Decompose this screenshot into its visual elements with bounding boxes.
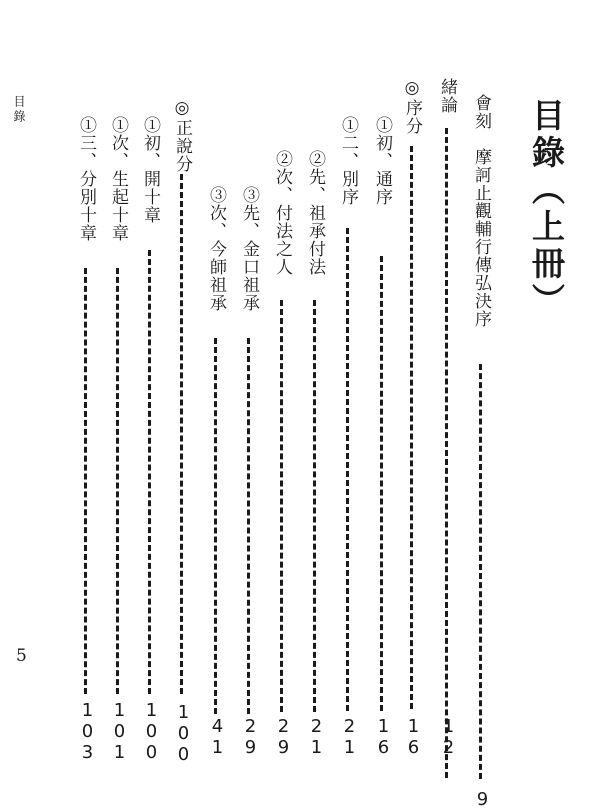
toc-entry-page: 12	[438, 716, 459, 758]
toc-entry[interactable]	[400, 78, 424, 800]
toc-entry[interactable]	[303, 150, 327, 800]
toc-entry-label: ①次、生起十章	[108, 116, 128, 242]
toc-entry-page: 29	[273, 716, 294, 758]
toc-entry[interactable]	[370, 116, 394, 800]
page-title: 目錄（上冊）	[527, 98, 566, 320]
toc-entry[interactable]	[170, 98, 194, 800]
leader-dots	[180, 174, 183, 694]
toc-entry-label: ◎正說分	[172, 98, 192, 173]
toc-entry-page: 101	[109, 700, 130, 763]
toc-entry-page: 9	[472, 789, 493, 810]
toc-entry-label: ①初、通序	[372, 116, 392, 206]
toc-entry[interactable]	[270, 150, 294, 800]
leader-dots	[445, 128, 448, 778]
toc-entry[interactable]	[74, 116, 98, 800]
leader-dots	[346, 228, 349, 711]
toc-entry-page: 100	[141, 700, 162, 763]
toc-entry-page: 100	[173, 702, 194, 765]
toc-entry-page: 16	[373, 716, 394, 758]
leader-dots	[116, 268, 119, 694]
toc-entry-page: 21	[306, 716, 327, 758]
toc-entry-page: 29	[240, 716, 261, 758]
toc-entry-label: ①二、別序	[338, 116, 358, 206]
toc-entry-label: ③先、金口祖承	[239, 186, 259, 312]
leader-dots	[148, 250, 151, 694]
toc-entry[interactable]	[469, 94, 493, 810]
toc-entry-label: ①三、分別十章	[76, 116, 96, 242]
toc-entry-label: ◎序分	[402, 78, 422, 135]
toc-entry-label: ①初、開十章	[140, 116, 160, 224]
page-number: 5	[16, 646, 27, 666]
leader-dots	[280, 300, 283, 712]
leader-dots	[247, 338, 250, 714]
toc-entry[interactable]	[435, 78, 459, 800]
leader-dots	[410, 146, 413, 709]
toc-entry[interactable]	[336, 116, 360, 800]
toc-entry-page: 16	[403, 716, 424, 758]
toc-entry-label: ③次、今師祖承	[206, 186, 226, 312]
leader-dots	[313, 300, 316, 712]
toc-entry-label: ②先、祖承付法	[305, 150, 325, 276]
toc-entry[interactable]	[204, 186, 228, 800]
toc-entry[interactable]	[237, 186, 261, 800]
running-header: 目錄	[12, 95, 26, 125]
toc-entry-label: 緒論	[437, 78, 457, 114]
leader-dots	[380, 256, 383, 711]
toc-entry-page: 21	[339, 716, 360, 758]
toc-entry-page: 41	[207, 716, 228, 758]
toc-entry[interactable]	[138, 116, 162, 800]
toc-entry-page: 103	[77, 700, 98, 763]
leader-dots	[214, 338, 217, 714]
leader-dots	[479, 364, 482, 779]
toc-entry-label: ②次、付法之人	[272, 150, 292, 276]
leader-dots	[84, 268, 87, 694]
toc-entry-label: 會刻 摩訶止觀輔行傳弘決序	[471, 94, 491, 328]
toc-entry[interactable]	[106, 116, 130, 800]
